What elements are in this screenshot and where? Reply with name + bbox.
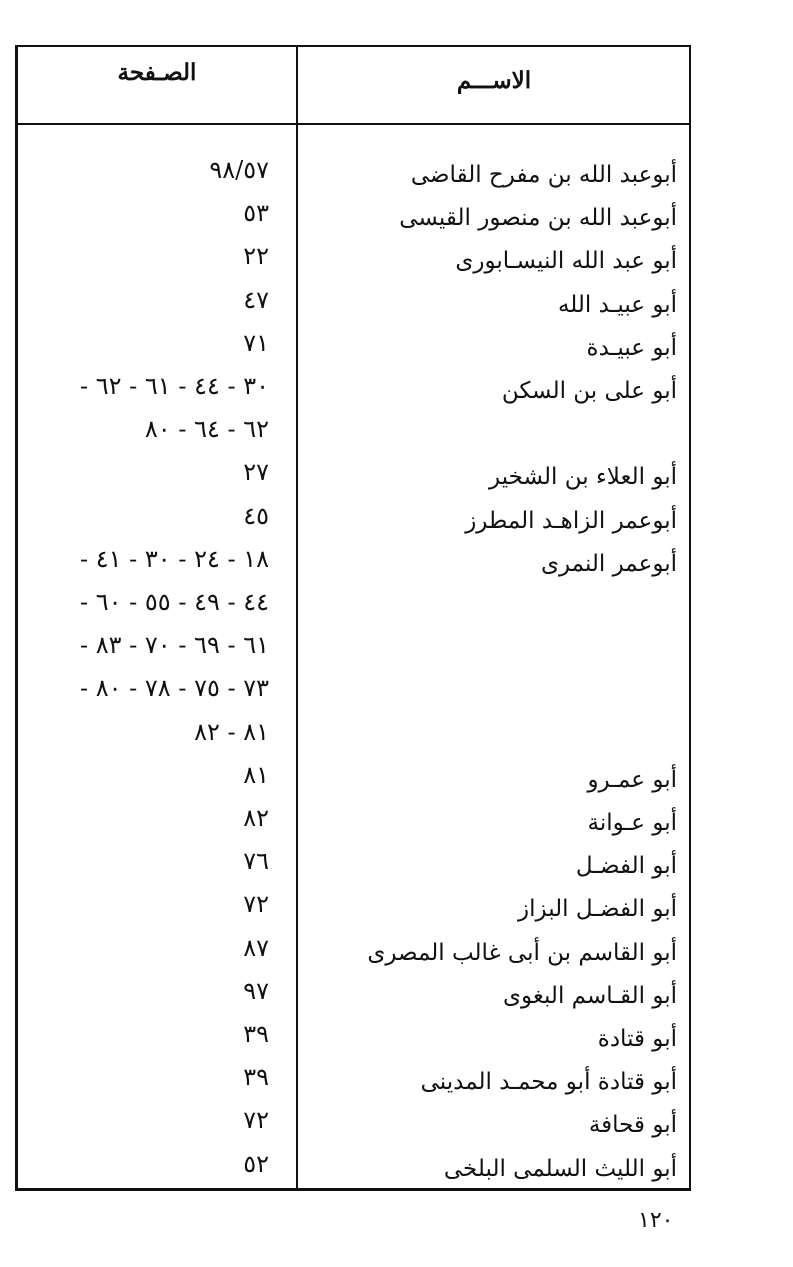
table-row — [18, 1146, 689, 1189]
table-row — [18, 195, 689, 238]
row-pages: ٧١ — [243, 328, 269, 357]
page-number: ١٢٠ — [638, 1208, 674, 1233]
row-name: أبوعمر الزاهـد المطرز — [465, 507, 677, 534]
row-name: أبو عبيـدة — [586, 334, 677, 361]
row-pages: ٩٧ — [243, 976, 269, 1005]
row-pages: ٧٣ - ٧٥ - ٧٨ - ٨٠ - — [80, 674, 269, 703]
row-name: أبو عبيـد الله — [557, 291, 677, 318]
row-pages: ٧٢ — [243, 1106, 269, 1135]
row-name: أبو القـاسم البغوى — [503, 982, 677, 1009]
row-pages: ٣٠ - ٤٤ - ٦١ - ٦٢ - — [80, 372, 269, 400]
row-name: أبو قتادة — [597, 1026, 677, 1052]
row-pages: ٥٣ — [243, 199, 269, 228]
row-pages: ٥٢ — [243, 1149, 269, 1178]
index-table — [15, 45, 691, 1191]
row-name: أبو على بن السكن — [501, 378, 677, 404]
table-row — [18, 757, 689, 800]
row-pages: ٨١ - ٨٢ — [194, 717, 269, 746]
table-row — [18, 411, 689, 454]
table-row — [18, 843, 689, 886]
row-pages: ٧٢ — [243, 890, 269, 919]
row-name: أبوعبد الله بن منصور القيسى — [399, 205, 677, 232]
table-row — [18, 1059, 689, 1102]
table-row — [18, 670, 689, 713]
row-pages: ٣٩ — [243, 1063, 269, 1092]
row-pages: ٤٥ — [243, 501, 269, 530]
header-page-column: الصـفحة — [117, 59, 197, 86]
row-name: أبو عمـرو — [587, 766, 677, 793]
row-pages: ١٨ - ٢٤ - ٣٠ - ٤١ - — [80, 544, 269, 573]
table-row — [18, 714, 689, 757]
row-name: أبوعمر النمرى — [540, 550, 677, 577]
row-pages: ٨٢ — [243, 804, 269, 832]
row-name: أبو عـوانة — [587, 810, 677, 836]
table-row — [18, 800, 689, 843]
row-name: أبو الفضـل — [575, 853, 677, 880]
table-row — [18, 930, 689, 973]
table-row — [18, 973, 689, 1016]
table-row — [18, 1016, 689, 1059]
table-row — [18, 1102, 689, 1145]
row-pages: ٣٩ — [243, 1020, 269, 1048]
row-pages: ٢٢ — [243, 242, 269, 271]
row-name: أبو عبد الله النيسـابورى — [455, 248, 677, 275]
row-pages: ٨٧ — [243, 933, 269, 962]
row-name: أبو قحافة — [588, 1112, 677, 1139]
row-pages: ٤٤ - ٤٩ - ٥٥ - ٦٠ - — [80, 588, 269, 616]
table-row — [18, 627, 689, 670]
row-name: أبو القاسم بن أبى غالب المصرى — [367, 939, 677, 966]
table-row — [18, 282, 689, 325]
table-row — [18, 238, 689, 281]
row-pages: ٩٨/٥٧ — [209, 156, 269, 184]
row-name: أبو الليث السلمى البلخى — [443, 1155, 677, 1182]
row-pages: ٤٧ — [243, 285, 269, 314]
table-row — [18, 152, 689, 195]
table-row — [18, 584, 689, 627]
header-name-column: الاســـم — [456, 67, 532, 94]
row-pages: ٢٧ — [243, 458, 269, 487]
row-name: أبوعبد الله بن مفرح القاضى — [410, 162, 677, 188]
row-name: أبو الفضـل البزاز — [518, 896, 677, 923]
row-pages: ٦١ - ٦٩ - ٧٠ - ٨٣ - — [80, 631, 269, 660]
row-pages: ٧٦ — [243, 847, 269, 876]
table-row — [18, 886, 689, 929]
table-row — [18, 454, 689, 497]
row-pages: ٨١ — [243, 760, 269, 789]
table-row — [18, 541, 689, 584]
table-row — [18, 368, 689, 411]
header-rule — [18, 123, 689, 125]
row-pages: ٦٢ - ٦٤ - ٨٠ — [144, 415, 269, 444]
table-row — [18, 325, 689, 368]
row-name: أبو العلاء بن الشخير — [489, 464, 677, 491]
row-name: أبو قتادة أبو محمـد المدينى — [420, 1069, 677, 1096]
table-row — [18, 498, 689, 541]
